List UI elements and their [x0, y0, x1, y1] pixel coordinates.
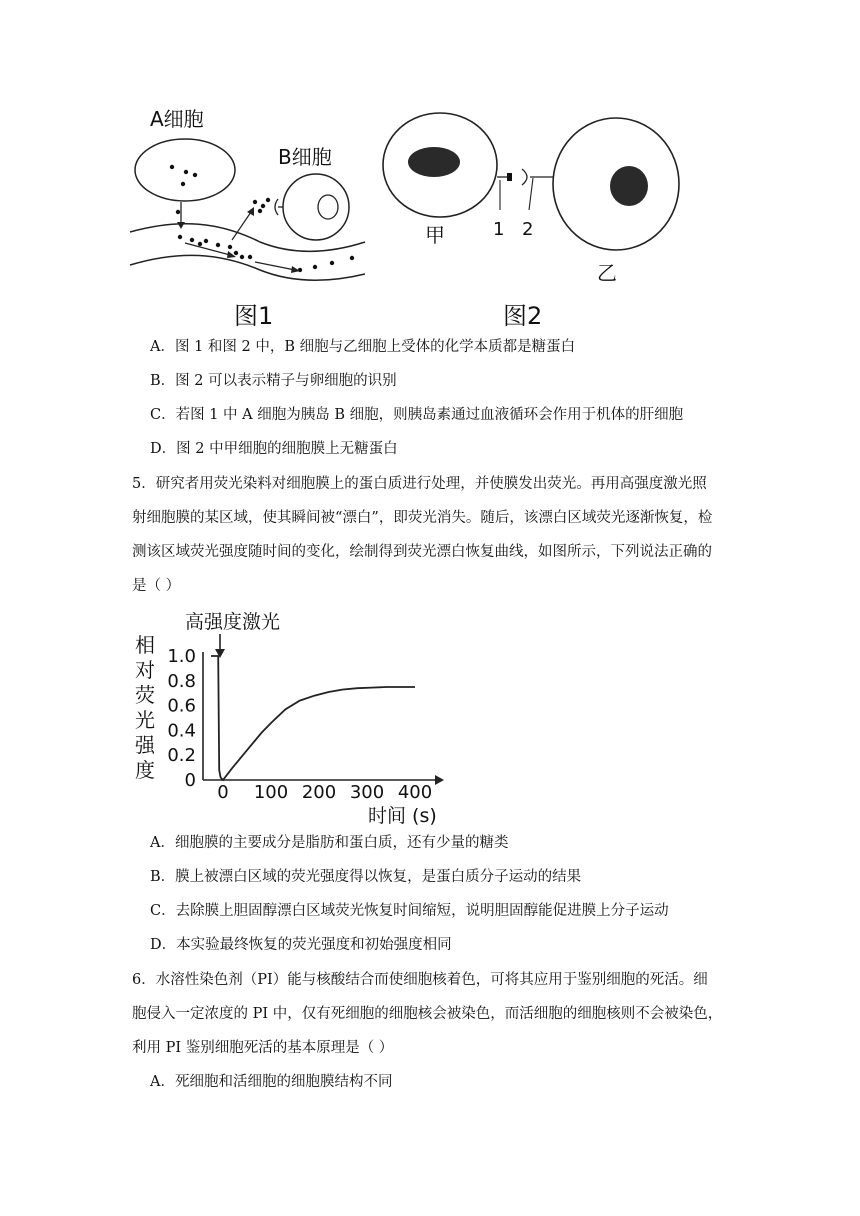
cell-yi-label: 乙	[597, 261, 617, 285]
cell-b-label: B细胞	[278, 145, 332, 169]
x-tick-label: 200	[301, 782, 337, 803]
y-axis-label-char: 光	[135, 708, 155, 732]
y-axis-label	[135, 633, 156, 782]
y-axis-label-char: 强	[135, 733, 155, 757]
fluorescence-recovery-chart	[130, 600, 460, 828]
figure-1-caption: 图1	[234, 302, 274, 330]
y-tick-label: 0.8	[167, 670, 196, 692]
cell-a	[135, 139, 235, 201]
figure-2	[375, 100, 715, 335]
cell-b	[283, 174, 349, 240]
q5-stem-line-3: 测该区域荧光强度随时间的变化，绘制得到荧光漂白恢复曲线，如图所示，下列说法正确的	[132, 544, 712, 560]
q5-stem-line-4: 是（ ）	[132, 578, 181, 594]
figure-2-caption: 图2	[503, 302, 543, 330]
cell-jia-nucleus	[408, 147, 460, 177]
q5-option-c: C．去除膜上胆固醇漂白区域荧光恢复时间缩短，说明胆固醇能促进膜上分子运动	[150, 903, 669, 919]
x-tick-label: 100	[253, 782, 289, 803]
figure-1	[120, 100, 380, 335]
q4-option-a: A．图 1 和图 2 中，B 细胞与乙细胞上受体的化学本质都是糖蛋白	[150, 339, 576, 355]
q4-option-b: B．图 2 可以表示精子与卵细胞的识别	[150, 373, 397, 389]
q5-stem-line-1: 5．研究者用荧光染料对细胞膜上的蛋白质进行处理，并使膜发出荧光。再用高强度激光照	[132, 476, 707, 492]
x-tick-label: 400	[397, 782, 433, 803]
x-axis-ticks	[217, 782, 432, 803]
x-tick-label: 300	[349, 782, 385, 803]
q5-stem-line-2: 射细胞膜的某区域，使其瞬间被“漂白”，即荧光消失。随后，该漂白区域荧光逐渐恢复，检	[132, 510, 713, 526]
cell-yi-nucleus	[610, 166, 648, 206]
q6-stem-line-1: 6．水溶性染色剂（PI）能与核酸结合而使细胞核着色，可将其应用于鉴别细胞的死活。细	[132, 972, 708, 988]
y-tick-label: 0.2	[167, 745, 196, 767]
y-axis-label-char: 荧	[135, 683, 155, 707]
y-tick-label: 0.4	[167, 720, 196, 742]
y-tick-label: 1.0	[167, 646, 196, 667]
signal-molecule	[507, 173, 512, 181]
y-axis-ticks	[167, 646, 196, 791]
y-axis-label-char: 相	[135, 633, 155, 657]
q6-option-a: A．死细胞和活细胞的细胞膜结构不同	[150, 1074, 393, 1090]
q6-stem-line-2: 胞侵入一定浓度的 PI 中，仅有死细胞的细胞核会被染色，而活细胞的细胞核则不会被染色，	[132, 1006, 723, 1022]
q5-option-a: A．细胞膜的主要成分是脂肪和蛋白质，还有少量的糖类	[150, 835, 509, 851]
x-tick-label: 0	[217, 782, 229, 803]
q5-option-b: B．膜上被漂白区域的荧光强度得以恢复，是蛋白质分子运动的结果	[150, 869, 582, 885]
y-axis-label-char: 对	[135, 658, 155, 682]
chart-annotation: 高强度激光	[185, 611, 281, 633]
blood-vessel-bottom	[130, 255, 365, 280]
y-tick-label: 0.6	[167, 695, 196, 717]
q4-option-d: D．图 2 中甲细胞的细胞膜上无糖蛋白	[150, 441, 398, 457]
cell-jia-label: 甲	[425, 223, 445, 247]
x-axis-label: 时间 (s)	[368, 805, 437, 827]
marker-1: 1	[493, 219, 505, 240]
q6-stem-line-3: 利用 PI 鉴别细胞死活的基本原理是（ ）	[132, 1040, 394, 1056]
marker-2: 2	[522, 219, 534, 240]
y-tick-label: 0	[184, 770, 196, 791]
receptor	[522, 169, 527, 185]
y-axis-label-char: 度	[135, 758, 155, 782]
cell-a-label: A细胞	[150, 107, 204, 131]
q5-option-d: D．本实验最终恢复的荧光强度和初始强度相同	[150, 937, 452, 953]
fluorescence-curve	[211, 656, 415, 780]
q4-option-c: C．若图 1 中 A 细胞为胰岛 B 细胞，则胰岛素通过血液循环会作用于机体的肝细胞	[150, 407, 684, 423]
x-axis-arrow	[435, 775, 444, 785]
